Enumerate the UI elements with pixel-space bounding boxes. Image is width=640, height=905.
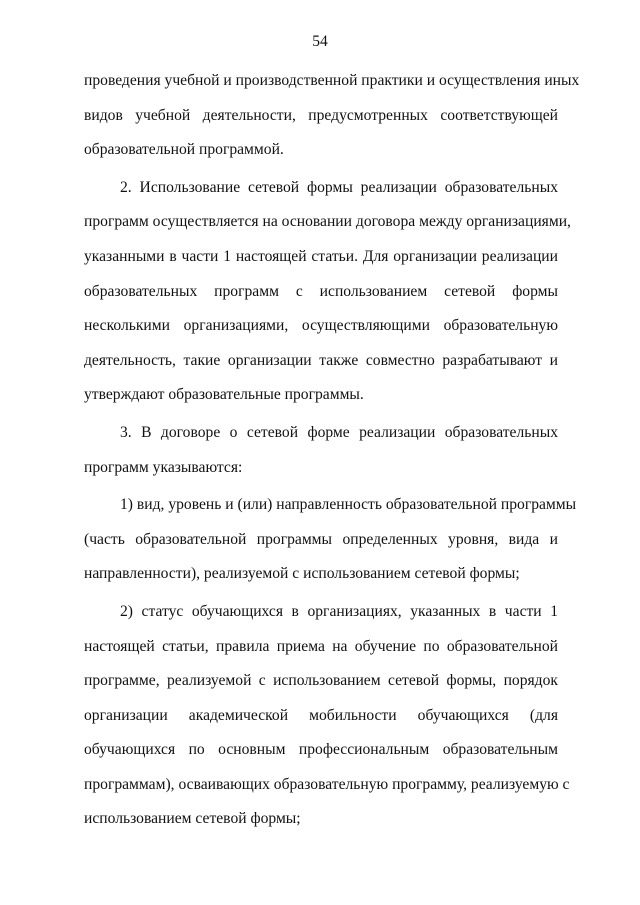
text-line: программе, реализуемой с использованием сетевой формы, порядок — [84, 672, 558, 690]
text-line: организации академической мобильности обучающихся (для — [84, 706, 558, 724]
paragraph-subitem-2 — [84, 595, 570, 837]
text-line: обучающихся по основным профессиональным образовательным — [84, 741, 558, 759]
text-line: настоящей статьи, правила приема на обучение по образовательной — [84, 637, 558, 655]
paragraph-item-3 — [84, 416, 558, 485]
page-number: 54 — [312, 33, 328, 50]
text-line: указанными в части 1 настоящей статьи. Для организации реализации — [84, 247, 558, 265]
text-line: использованием сетевой формы; — [84, 810, 301, 828]
text-line: несколькими организациями, осуществляющими образовательную — [84, 317, 558, 335]
text-line: проведения учебной и производственной практики и осуществления иных — [84, 72, 580, 89]
text-line: программ осуществляется на основании договора между организациями, — [84, 213, 571, 231]
text-line: 2. Использование сетевой формы реализации образовательных — [120, 178, 558, 196]
text-line: 3. В договоре о сетевой форме реализации образовательных — [120, 423, 558, 441]
text-line: (часть образовательной программы определенных уровня, вида и — [84, 530, 558, 548]
text-line: направленности), реализуемой с использованием сетевой формы; — [84, 565, 520, 583]
paragraph-continuation — [84, 64, 580, 168]
text-line: программ указываются: — [84, 458, 243, 476]
text-line: 1) вид, уровень и (или) направленность образовательной программы — [120, 496, 577, 514]
text-line: видов учебной деятельности, предусмотренных соответствующей — [84, 106, 558, 124]
text-line: утверждают образовательные программы. — [84, 386, 364, 404]
text-line: деятельность, такие организации также совместно разрабатывают и — [84, 351, 558, 369]
paragraph-item-2 — [84, 171, 571, 413]
text-line: образовательной программой. — [84, 141, 284, 159]
body-text — [84, 64, 580, 837]
text-line: программам), осваивающих образовательную программу, реализуемую с — [84, 775, 570, 793]
paragraph-subitem-1 — [84, 488, 577, 592]
text-line: образовательных программ с использованием сетевой формы — [84, 282, 558, 300]
text-line: 2) статус обучающихся в организациях, указанных в части 1 — [120, 602, 558, 620]
